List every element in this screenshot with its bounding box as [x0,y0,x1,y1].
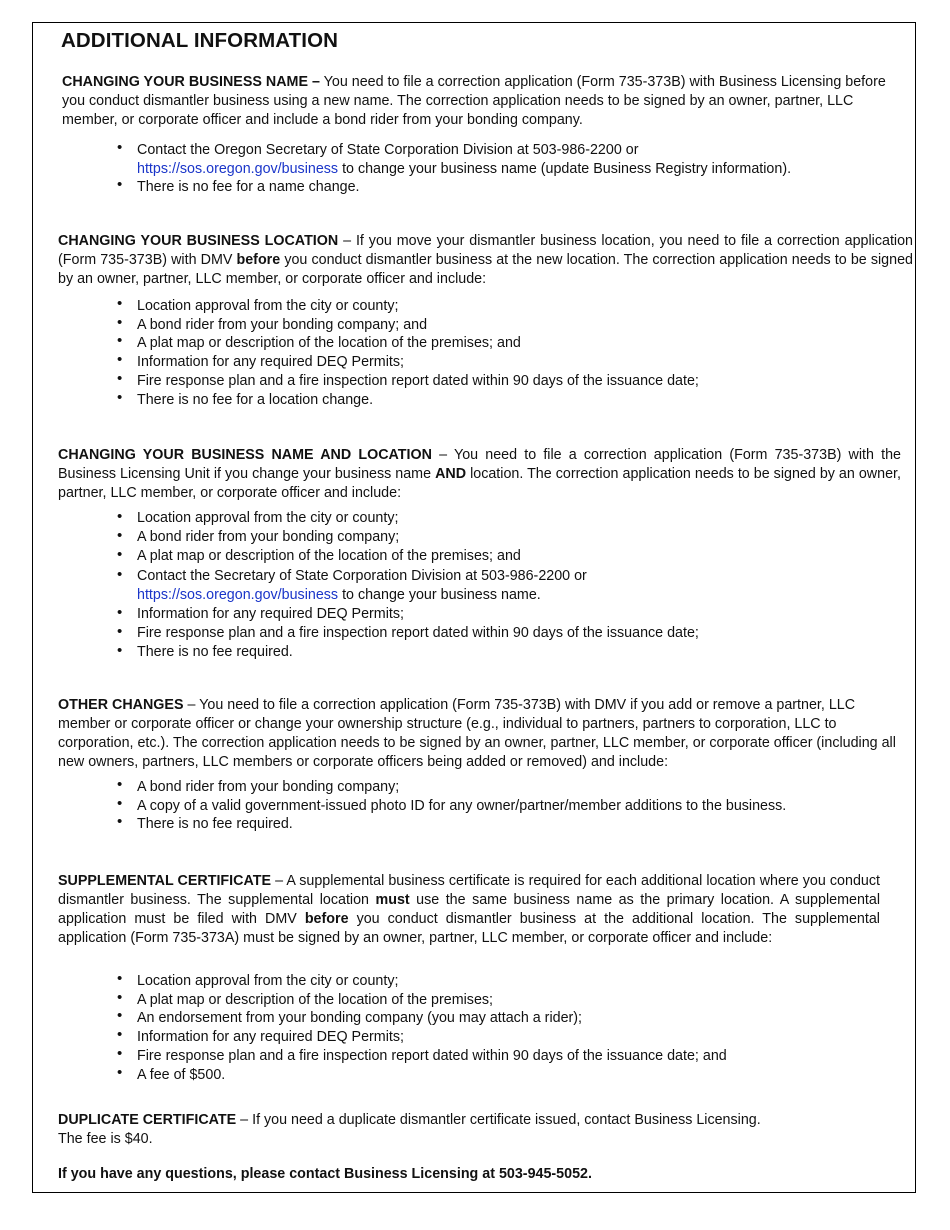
name-change-bullets [117,141,897,197]
list-item: • Fire response plan and a fire inspection report dated within 90 days of the issuance date; [117,372,897,391]
sos-business-link[interactable]: https://sos.oregon.gov/business [137,160,339,177]
list-item: • A plat map or description of the location of the premises; and [117,547,897,566]
list-item: • There is no fee for a location change. [117,391,897,410]
page-title: ADDITIONAL INFORMATION [61,29,339,52]
name-location-bullets [117,509,897,663]
list-item: • Location approval from the city or county; [117,297,897,316]
list-item: • Fire response plan and a fire inspection report dated within 90 days of the issuance date; [117,624,897,643]
list-item: • There is no fee for a name change. [117,178,897,197]
section-other-changes: OTHER CHANGES – You need to file a correction application (Form 735-373B) with DMV if you add or remove a partner, LLC member or corporate officer or change your ownership structure (e.g., individual to partners, partners to corporation, LLC to corporation, etc.). The correction application needs to be signed by an owner, partner, LLC member, or corporate officer (including all new owners, partners, LLC members or corporate officers being added or removed) and include: [58,697,896,770]
section-heading: CHANGING YOUR BUSINESS NAME AND LOCATION [58,447,432,463]
sos-business-link[interactable]: https://sos.oregon.gov/business [137,586,339,603]
section-body: You need to file a correction application (Form 735-373B) with Business Licensing before you conduct dismantler business using a new name. The correction application needs to be signed by an owner, partner, LLC member, or corporate officer and include a bond rider from your bonding company. [62,74,886,128]
list-item: • A plat map or description of the location of the premises; [117,991,897,1010]
list-item: • Information for any required DEQ Permits; [117,1028,897,1047]
list-item: • Contact the Secretary of State Corporation Division at 503-986-2200 or https://sos.oregon.gov/business to change your business name. [117,567,897,605]
section-name-change [62,73,892,130]
contact-line: If you have any questions, please contact Business Licensing at 503-945-5052. [58,1166,592,1182]
section-heading: CHANGING YOUR BUSINESS LOCATION [58,233,339,249]
section-heading: OTHER CHANGES [58,697,184,713]
list-item: • A plat map or description of the location of the premises; and [117,334,897,353]
list-item: • A bond rider from your bonding company; [117,778,897,797]
list-item: • Information for any required DEQ Permits; [117,353,897,372]
list-item: • A bond rider from your bonding company; and [117,316,897,335]
list-item: • An endorsement from your bonding company (you may attach a rider); [117,1009,897,1028]
section-heading: DUPLICATE CERTIFICATE [58,1112,237,1128]
supplemental-bullets [117,972,897,1084]
list-item: • A fee of $500. [117,1066,897,1085]
section-heading: SUPPLEMENTAL CERTIFICATE [58,873,271,889]
list-item: • Contact the Oregon Secretary of State Corporation Division at 503-986-2200 or https://sos.oregon.gov/business to change your business name (update Business Registry information). [117,141,897,178]
location-change-bullets [117,297,897,409]
section-supplemental-certificate: SUPPLEMENTAL CERTIFICATE – A supplemental business certificate is required for each additional location where you conduct dismantler business. The supplemental location must use the same business name as the primary location. A supplemental application must be filed with DMV before you conduct dismantler business at the additional location. The supplemental application (Form 735-373A) must be signed by an owner, partner, LLC member, or corporate officer and include: [58,873,880,946]
section-heading: CHANGING YOUR BUSINESS NAME – [62,74,320,90]
list-item: • There is no fee required. [117,815,897,834]
list-item: • A copy of a valid government-issued photo ID for any owner/partner/member additions to the business. [117,797,897,816]
list-item: • Information for any required DEQ Permits; [117,605,897,624]
section-duplicate-certificate: DUPLICATE CERTIFICATE – If you need a duplicate dismantler certificate issued, contact Business Licensing. The fee is $40. [58,1112,761,1147]
list-item: • There is no fee required. [117,643,897,662]
list-item: • Location approval from the city or county; [117,509,897,528]
section-name-location-change: CHANGING YOUR BUSINESS NAME AND LOCATION – You need to file a correction application (Form 735-373B) with the Business Licensing Unit if you change your business name AND location. The correction application needs to be signed by an owner, partner, LLC member, or corporate officer and include: [58,447,901,501]
other-changes-bullets [117,778,897,834]
list-item: • A bond rider from your bonding company; [117,528,897,547]
list-item: • Fire response plan and a fire inspection report dated within 90 days of the issuance date; and [117,1047,897,1066]
list-item: • Location approval from the city or county; [117,972,897,991]
section-location-change: CHANGING YOUR BUSINESS LOCATION – If you move your dismantler business location, you need to file a correction application (Form 735-373B) with DMV before you conduct dismantler business at the new location. The correction application needs to be signed by an owner, partner, LLC member, or corporate officer and include: [58,233,913,287]
